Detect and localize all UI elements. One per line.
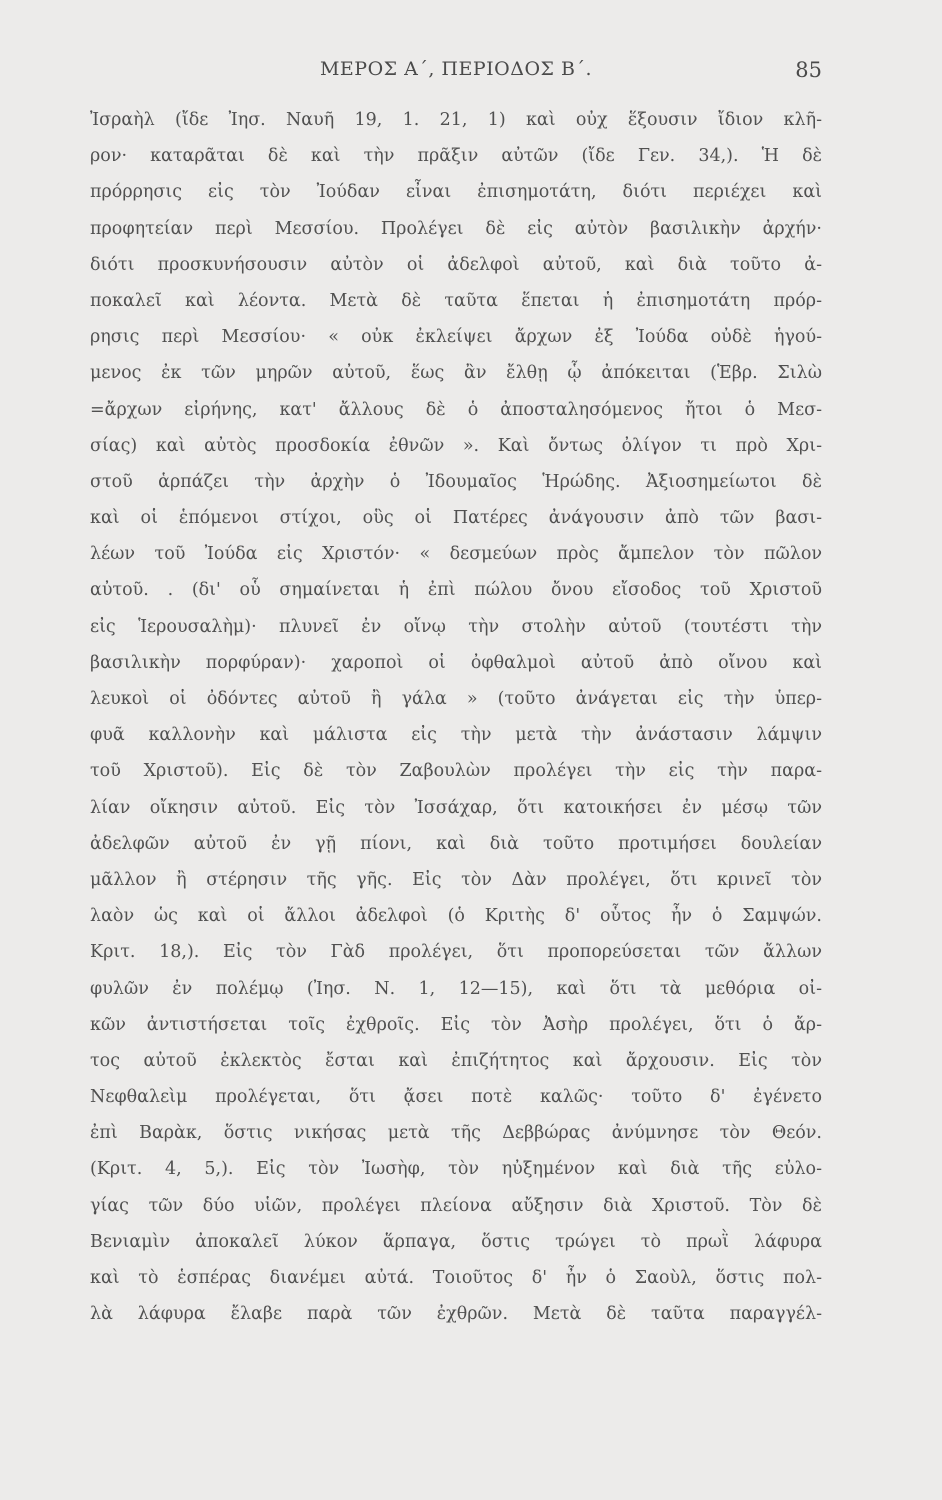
text-line: ποκαλεῖ καὶ λέοντα. Μετὰ δὲ ταῦτα ἕπεται ἡ ἐπισημοτάτη πρόρ- <box>90 290 822 311</box>
text-line: =ἄρχων εἰρήνης, κατ' ἄλλους δὲ ὁ ἀποσταλησόμενος ἤτοι ὁ Μεσ- <box>90 399 822 420</box>
text-line: μᾶλλον ἢ στέρησιν τῆς γῆς. Εἰς τὸν Δὰν προλέγει, ὅτι κρινεῖ τὸν <box>90 869 822 890</box>
page-header <box>90 58 822 94</box>
text-line: βασιλικὴν πορφύραν)· χαροποὶ οἱ ὀφθαλμοὶ αὐτοῦ ἀπὸ οἴνου καὶ <box>90 652 822 673</box>
text-line: πρόρρησις εἰς τὸν Ἰούδαν εἶναι ἐπισημοτάτη, διότι περιέχει καὶ <box>90 182 822 203</box>
text-line: φυλῶν ἐν πολέμῳ (Ἰησ. Ν. 1, 12—15), καὶ ὅτι τὰ μεθόρια οἰ- <box>90 978 822 999</box>
text-line: μενος ἐκ τῶν μηρῶν αὐτοῦ, ἕως ἂν ἔλθῃ ᾧ ἀπόκειται (Ἑβρ. Σιλὼ <box>90 363 822 384</box>
text-line: σίας) καὶ αὐτὸς προσδοκία ἐθνῶν ». Καὶ ὄντως ὀλίγον τι πρὸ Χρι- <box>90 435 822 456</box>
text-line: τοῦ Χριστοῦ). Εἰς δὲ τὸν Ζαβουλὼν προλέγει τὴν εἰς τὴν παρα- <box>90 761 822 782</box>
text-line: ἀδελφῶν αὐτοῦ ἐν γῇ πίονι, καὶ διὰ τοῦτο προτιμήσει δουλείαν <box>90 833 822 854</box>
text-line: καὶ τὸ ἑσπέρας διανέμει αὐτά. Τοιοῦτος δ' ἦν ὁ Σαοὺλ, ὅστις πολ- <box>90 1268 822 1288</box>
text-line: φυᾶ καλλονὴν καὶ μάλιστα εἰς τὴν μετὰ τὴν ἀνάστασιν λάμψιν <box>90 725 822 746</box>
text-line: εἰς Ἱερουσαλὴμ)· πλυνεῖ ἐν οἴνῳ τὴν στολὴν αὐτοῦ (τουτέστι τὴν <box>90 616 822 637</box>
text-line: ρον· καταρᾶται δὲ καὶ τὴν πρᾶξιν αὐτῶν (ἴδε Γεν. 34,). Ἡ δὲ <box>90 146 822 167</box>
text-line: ρησις περὶ Μεσσίου· « οὐκ ἐκλείψει ἄρχων ἐξ Ἰούδα οὐδὲ ἡγού- <box>90 327 822 348</box>
text-line: Κριτ. 18,). Εἰς τὸν Γὰδ προλέγει, ὅτι προπορεύσεται τῶν ἄλλων <box>90 942 822 963</box>
body-text <box>90 102 822 1332</box>
text-line: λέων τοῦ Ἰούδα εἰς Χριστόν· « δεσμεύων πρὸς ἄμπελον τὸν πῶλον <box>90 544 822 565</box>
text-line: Ἰσραὴλ (ἴδε Ἰησ. Ναυῆ 19, 1. 21, 1) καὶ οὐχ ἕξουσιν ἴδιον κλῆ- <box>90 110 822 130</box>
text-line: γίας τῶν δύο υἱῶν, προλέγει πλείονα αὔξησιν διὰ Χριστοῦ. Τὸν δὲ <box>90 1195 822 1216</box>
text-line: Νεφθαλεὶμ προλέγεται, ὅτι ᾄσει ποτὲ καλῶς· τοῦτο δ' ἐγένετο <box>90 1087 822 1108</box>
text-line: λὰ λάφυρα ἔλαβε παρὰ τῶν ἐχθρῶν. Μετὰ δὲ ταῦτα παραγγέλ- <box>90 1304 822 1325</box>
text-line: τος αὐτοῦ ἐκλεκτὸς ἔσται καὶ ἐπιζήτητος καὶ ἄρχουσιν. Εἰς τὸν <box>90 1050 822 1071</box>
text-line: κῶν ἀντιστήσεται τοῖς ἐχθροῖς. Εἰς τὸν Ἀσὴρ προλέγει, ὅτι ὁ ἄρ- <box>90 1014 822 1035</box>
text-line: στοῦ ἁρπάζει τὴν ἀρχὴν ὁ Ἰδουμαῖος Ἡρώδης. Ἀξιοσημείωτοι δὲ <box>90 471 822 492</box>
text-line: διότι προσκυνήσουσιν αὐτὸν οἱ ἀδελφοὶ αὐτοῦ, καὶ διὰ τοῦτο ἀ- <box>90 254 822 275</box>
text-line: ἐπὶ Βαρὰκ, ὅστις νικήσας μετὰ τῆς Δεββώρας ἀνύμνησε τὸν Θεόν. <box>90 1123 822 1144</box>
page-number: 85 <box>795 58 822 82</box>
text-line: Βενιαμὶν ἀποκαλεῖ λύκον ἅρπαγα, ὅστις τρώγει τὸ πρωῒ λάφυρα <box>90 1231 822 1252</box>
text-line: προφητείαν περὶ Μεσσίου. Προλέγει δὲ εἰς αὐτὸν βασιλικὴν ἀρχήν· <box>90 218 822 239</box>
text-line: λίαν οἴκησιν αὐτοῦ. Εἰς τὸν Ἰσσάχαρ, ὅτι κατοικήσει ἐν μέσῳ τῶν <box>90 797 822 818</box>
text-line: λαὸν ὡς καὶ οἱ ἄλλοι ἀδελφοὶ (ὁ Κριτὴς δ' οὗτος ἦν ὁ Σαμψών. <box>90 906 822 927</box>
running-head: ΜΕΡΟΣ Α΄, ΠΕΡΙΟΔΟΣ Β΄. <box>319 58 593 80</box>
text-line: αὐτοῦ. . (δι' οὗ σημαίνεται ἡ ἐπὶ πώλου ὄνου εἴσοδος τοῦ Χριστοῦ <box>90 580 822 601</box>
text-line: λευκοὶ οἱ ὀδόντες αὐτοῦ ἢ γάλα » (τοῦτο ἀνάγεται εἰς τὴν ὑπερ- <box>90 689 822 709</box>
text-line: (Κριτ. 4, 5,). Εἰς τὸν Ἰωσὴφ, τὸν ηὐξημένον καὶ διὰ τῆς εὐλο- <box>90 1159 822 1180</box>
text-line: καὶ οἱ ἑπόμενοι στίχοι, οὓς οἱ Πατέρες ἀνάγουσιν ἀπὸ τῶν βασι- <box>90 508 822 529</box>
